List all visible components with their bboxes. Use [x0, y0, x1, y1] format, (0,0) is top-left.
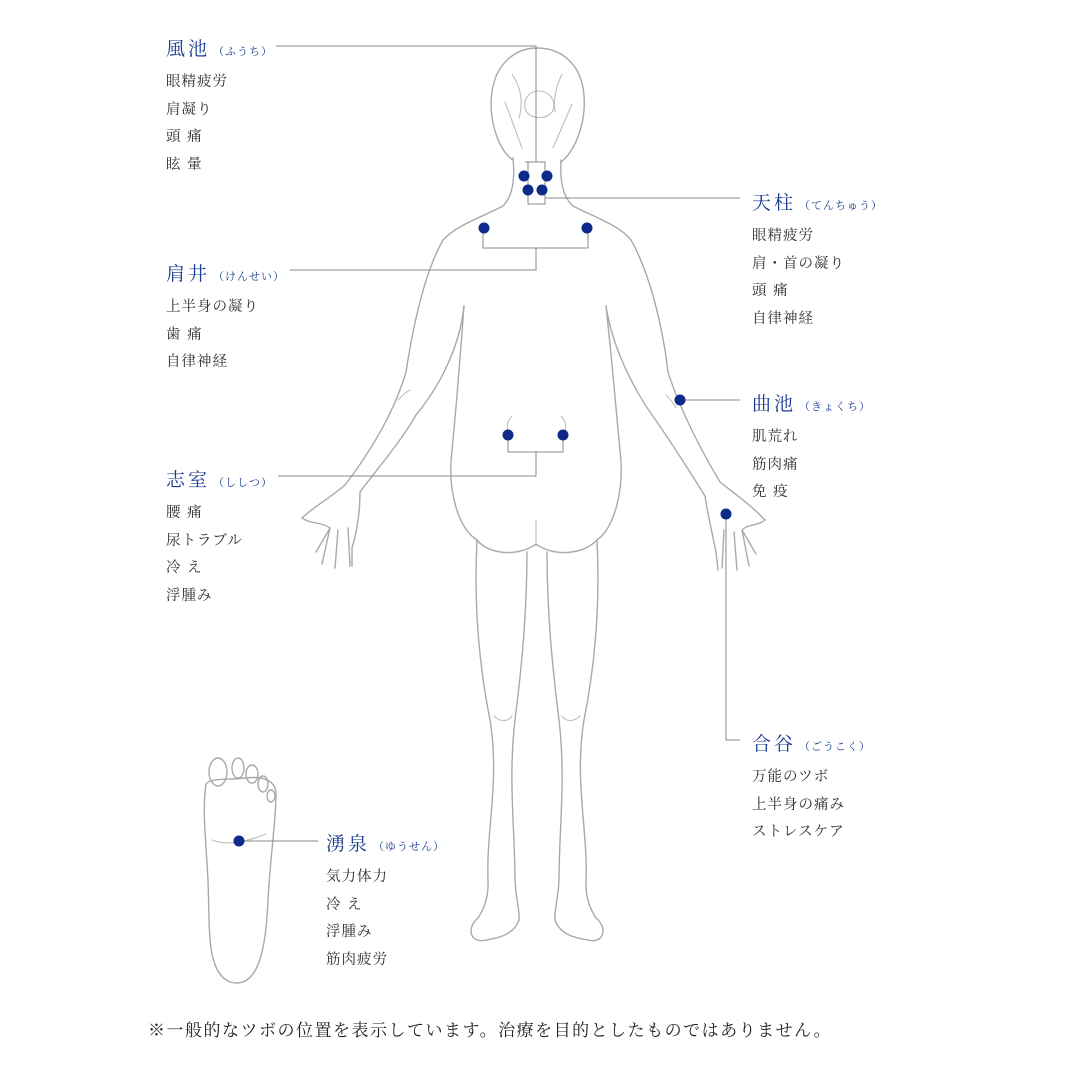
- effect-item: 腰 痛: [166, 505, 203, 521]
- effect-item: 眩 暈: [166, 156, 203, 173]
- point-title: [166, 259, 285, 286]
- effect-item: 冷 え: [166, 560, 203, 576]
- tenchu-label: [752, 188, 883, 333]
- effects-list: [166, 294, 285, 377]
- acupoint-markers: [234, 171, 732, 847]
- effect-item: 肩凝り: [166, 101, 213, 118]
- tenchu-point-right: [537, 185, 548, 196]
- effect-item: 肌荒れ: [752, 429, 799, 445]
- effect-item: 筋肉疲労: [326, 951, 388, 968]
- point-reading: （ふうち）: [213, 45, 274, 58]
- shishitsu-point-right: [558, 430, 569, 441]
- effect-item: 頭 痛: [752, 283, 789, 299]
- effect-item: 万能のツボ: [752, 769, 830, 785]
- fuchi-point-right: [542, 171, 553, 182]
- effect-item: 上半身の凝り: [166, 299, 259, 315]
- point-reading: （てんちゅう）: [799, 199, 884, 212]
- fuchi-label: [166, 34, 273, 179]
- effect-item: 自律神経: [166, 354, 228, 370]
- fuchi-point-left: [519, 171, 530, 182]
- point-name: 肩井: [166, 263, 211, 285]
- point-reading: （ゆうせん）: [373, 840, 446, 853]
- effect-item: 冷 え: [326, 896, 363, 913]
- effect-item: 気力体力: [326, 869, 388, 885]
- goukoku-label: [752, 729, 871, 847]
- point-reading: （けんせい）: [213, 270, 286, 283]
- effects-list: [752, 424, 871, 507]
- point-title: [752, 188, 883, 215]
- effect-item: 筋肉痛: [752, 456, 799, 473]
- shishitsu-label: [166, 465, 273, 610]
- point-name: 湧泉: [326, 833, 371, 855]
- effects-list: [326, 864, 445, 974]
- point-title: [752, 389, 871, 416]
- leader-lines: [239, 46, 740, 841]
- effect-item: 肩・首の凝り: [752, 255, 845, 272]
- kensei-point-right: [582, 223, 593, 234]
- effect-item: 眼精疲労: [166, 74, 228, 90]
- effect-item: 歯 痛: [166, 326, 203, 343]
- kensei-point-left: [479, 223, 490, 234]
- effect-item: 浮腫み: [326, 924, 373, 940]
- point-reading: （きょくち）: [799, 400, 872, 413]
- effects-list: [752, 223, 883, 333]
- effects-list: [166, 69, 273, 179]
- point-title: [166, 465, 273, 492]
- effect-item: 尿トラブル: [166, 532, 243, 549]
- point-name: 天柱: [752, 192, 797, 214]
- effect-item: 浮腫み: [166, 587, 213, 604]
- effect-item: 眼精疲労: [752, 228, 814, 244]
- effect-item: 頭 痛: [166, 129, 203, 145]
- effect-item: ストレスケア: [752, 824, 845, 840]
- yusen-label: [326, 829, 445, 974]
- point-reading: （ごうこく）: [799, 740, 872, 753]
- effects-list: [166, 500, 273, 610]
- point-name: 風池: [166, 38, 211, 60]
- point-name: 合谷: [752, 733, 797, 755]
- point-title: [326, 829, 445, 856]
- kyokuchi-label: [752, 389, 871, 507]
- foot-sole-outline: [204, 758, 276, 983]
- disclaimer-text: ※一般的なツボの位置を表示しています。治療を目的としたものではありません。: [148, 1021, 833, 1041]
- yusen-point: [234, 836, 245, 847]
- kyokuchi-point: [675, 395, 686, 406]
- effect-item: 自律神経: [752, 310, 814, 327]
- point-title: [166, 34, 273, 61]
- point-reading: （ししつ）: [213, 476, 274, 489]
- effect-item: 上半身の痛み: [752, 796, 845, 813]
- point-title: [752, 729, 871, 756]
- tenchu-point-left: [523, 185, 534, 196]
- goukoku-point: [721, 509, 732, 520]
- shishitsu-point-left: [503, 430, 514, 441]
- point-name: 曲池: [752, 393, 797, 415]
- point-name: 志室: [166, 469, 211, 491]
- kensei-label: [166, 259, 285, 377]
- effects-list: [752, 764, 871, 847]
- body-outline: [302, 48, 765, 941]
- effect-item: 免 疫: [752, 484, 789, 500]
